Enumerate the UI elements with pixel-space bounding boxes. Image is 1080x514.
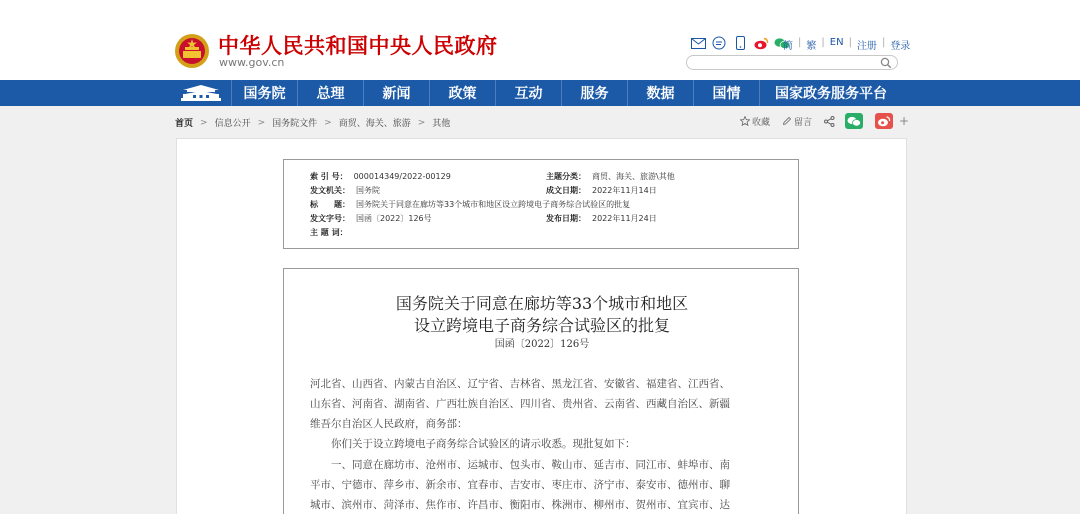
search-icon[interactable]: [880, 57, 892, 69]
meta-value: 国务院关于同意在廊坊等33个城市和地区设立跨境电子商务综合试验区的批复: [356, 200, 631, 209]
meta-value: 2022年11月14日: [592, 186, 657, 195]
comment-button[interactable]: [782, 115, 812, 128]
national-emblem-icon: [174, 33, 210, 69]
nav-item-policy[interactable]: 政策: [430, 80, 496, 106]
lang-simplified-link[interactable]: 简: [783, 41, 793, 52]
body-line: 维吾尔自治区人民政府，商务部：: [310, 418, 468, 430]
breadcrumb: [175, 116, 450, 129]
breadcrumb-home[interactable]: 首页: [175, 119, 194, 129]
meta-label: 主题分类：: [546, 172, 586, 181]
meta-created-date: [546, 185, 657, 196]
mobile-icon[interactable]: [732, 36, 748, 50]
wechat-share-button[interactable]: [845, 113, 863, 129]
star-icon: [740, 116, 750, 126]
nav-item-national-info[interactable]: 国情: [694, 80, 760, 106]
meta-label: 发布日期：: [546, 214, 586, 223]
body-line: 山东省、河南省、湖南省、广西壮族自治区、四川省、贵州省、云南省、西藏自治区、新疆: [310, 398, 730, 410]
nav-item-news[interactable]: 新闻: [364, 80, 430, 106]
nav-item-services[interactable]: 服务: [562, 80, 628, 106]
weibo-share-button[interactable]: [875, 113, 893, 129]
meta-value: 2022年11月24日: [592, 214, 657, 223]
chevron-right-icon: >: [257, 117, 266, 128]
nav-item-gov-service-platform[interactable]: 国家政务服务平台: [775, 86, 887, 102]
search-box: [686, 55, 898, 70]
meta-label: 标 题：: [310, 200, 350, 209]
chevron-right-icon: >: [324, 117, 332, 128]
divider: |: [881, 37, 886, 48]
meta-value: 商贸、海关、旅游\其他: [592, 172, 675, 181]
lang-english-link[interactable]: EN: [829, 37, 844, 48]
document-metadata-table: [283, 159, 799, 249]
chat-icon[interactable]: [711, 36, 727, 50]
meta-label: 索 引 号：: [310, 172, 348, 181]
pencil-icon: [782, 116, 792, 126]
header-tools: [690, 34, 790, 52]
language-links: [783, 37, 910, 52]
comment-label: 留言: [794, 117, 813, 128]
search-input[interactable]: [693, 62, 883, 75]
register-link[interactable]: 注册: [856, 41, 877, 52]
meta-published-date: [546, 213, 657, 224]
login-link[interactable]: 登录: [890, 41, 911, 52]
main-nav: [0, 80, 1080, 106]
breadcrumb-item[interactable]: 其他: [432, 119, 451, 129]
breadcrumb-item[interactable]: 信息公开: [214, 119, 251, 129]
weibo-icon[interactable]: [753, 36, 769, 50]
document-title-line-2: 设立跨境电子商务综合试验区的批复: [413, 316, 670, 335]
meta-value: 000014349/2022-00129: [353, 172, 451, 181]
document-title-line-1: 国务院关于同意在廊坊等33个城市和地区: [395, 294, 689, 313]
meta-value: 国函〔2022〕126号: [356, 214, 432, 223]
meta-title: [310, 199, 630, 210]
mail-icon[interactable]: [690, 36, 706, 50]
breadcrumb-item[interactable]: 国务院文件: [272, 119, 318, 129]
document-number: 国函〔2022〕126号: [494, 339, 590, 350]
divider: |: [848, 37, 852, 48]
tiananmen-icon: [179, 84, 223, 102]
header: [0, 0, 1080, 80]
divider: |: [821, 37, 825, 48]
share-icon[interactable]: [824, 116, 835, 127]
lang-traditional-link[interactable]: 繁: [806, 41, 817, 52]
chevron-right-icon: >: [417, 117, 426, 128]
site-url[interactable]: www.gov.cn: [219, 56, 285, 69]
meta-doc-no: [310, 213, 432, 224]
document-body: [283, 268, 799, 514]
meta-keywords: [310, 227, 354, 238]
meta-index-no: [310, 171, 451, 182]
meta-label: 发文字号：: [310, 214, 350, 223]
nav-item-interaction[interactable]: 互动: [496, 80, 562, 106]
meta-topic: [546, 171, 675, 182]
more-share-icon[interactable]: +: [899, 114, 910, 128]
meta-issuer: [310, 185, 380, 196]
nav-item-premier[interactable]: 总理: [298, 80, 364, 106]
page-actions: [740, 113, 909, 129]
favorite-button[interactable]: [740, 115, 770, 128]
breadcrumb-item[interactable]: 商贸、海关、旅游: [338, 119, 411, 129]
nav-home-button[interactable]: [170, 80, 232, 106]
body-line: 一、同意在廊坊市、沧州市、运城市、包头市、鞍山市、延吉市、同江市、蚌埠市、南: [310, 459, 730, 471]
meta-label: 主 题 词：: [310, 228, 348, 237]
chevron-right-icon: >: [200, 117, 208, 128]
meta-label: 成文日期：: [546, 186, 586, 195]
body-line: 河北省、山西省、内蒙古自治区、辽宁省、吉林省、黑龙江省、安徽省、福建省、江西省、: [310, 378, 730, 390]
wechat-icon: [847, 116, 861, 127]
weibo-icon: [877, 116, 891, 127]
nav-item-state-council[interactable]: 国务院: [232, 80, 298, 106]
divider: |: [798, 37, 802, 48]
body-line: 城市、滨州市、菏泽市、焦作市、许昌市、衡阳市、株洲市、柳州市、贺州市、宜宾市、达: [310, 499, 730, 511]
meta-value: 国务院: [356, 186, 380, 195]
meta-label: 发文机关：: [310, 186, 350, 195]
favorite-label: 收藏: [752, 117, 771, 128]
site-title[interactable]: 中华人民共和国中央人民政府: [218, 33, 498, 58]
body-line: 平市、宁德市、萍乡市、新余市、宜春市、吉安市、枣庄市、济宁市、泰安市、德州市、聊: [310, 479, 730, 491]
nav-item-data[interactable]: 数据: [628, 80, 694, 106]
body-line: 你们关于设立跨境电子商务综合试验区的请示收悉。现批复如下：: [310, 438, 636, 450]
